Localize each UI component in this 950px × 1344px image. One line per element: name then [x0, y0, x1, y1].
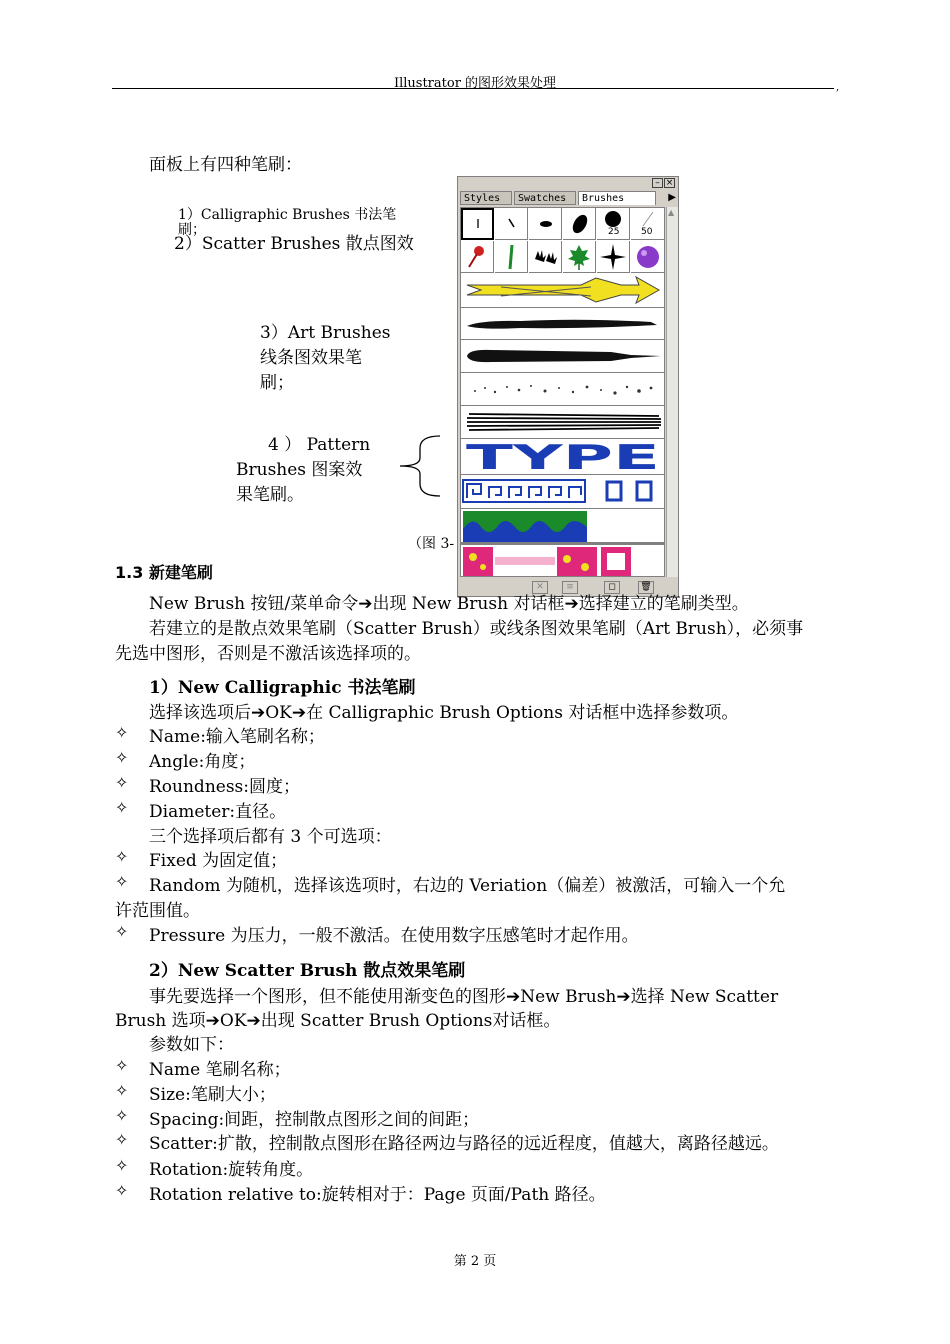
trash-icon[interactable]: 🗑 [638, 581, 654, 594]
scroll-up-icon[interactable]: ▲ [668, 208, 675, 217]
brush-list [460, 207, 665, 577]
bullet-icon: ✧ [115, 798, 129, 817]
heading-calligraphic: 1）New Calligraphic 书法笔刷 [149, 678, 416, 698]
tab-swatches[interactable]: Swatches [514, 191, 576, 205]
art-brush-multiline[interactable] [461, 406, 665, 439]
bullet-pressure: Pressure 为压力，一般不激活。在使用数字压感笔时才起作用。 [149, 926, 639, 946]
bullet-spacing: Spacing:间距，控制散点图形之间的间距； [149, 1110, 480, 1130]
bullet-fixed: Fixed 为固定值； [149, 851, 288, 871]
paragraph-options: 三个选择项后都有 3 个可选项： [149, 827, 392, 847]
header-mark: , [836, 82, 840, 93]
bullet-icon: ✧ [115, 1181, 129, 1200]
bullet-random: Random 为随机，选择该选项时，右边的 Veriation（偏差）被激活，可输入一个允 [149, 876, 786, 896]
brush-options-icon[interactable]: ≡ [562, 581, 578, 594]
bullet-roundness: Roundness:圆度； [149, 777, 300, 797]
art-brush-tapered[interactable] [461, 340, 665, 373]
art-brush-charcoal[interactable] [461, 308, 665, 340]
paragraph-new-brush: New Brush 按钮/菜单命令➔出现 New Brush 对话框➔选择建立的笔刷类型。 [149, 594, 749, 614]
figure-caption: （图 3- [408, 536, 455, 552]
brush-cell[interactable] [529, 241, 562, 273]
paragraph-scatter-art-cont: 先选中图形，否则是不激活该选择项的。 [115, 644, 421, 664]
label-scatter: 2）Scatter Brushes 散点图效 [174, 234, 414, 254]
bullet-name: Name:输入笔刷名称； [149, 727, 325, 747]
remove-stroke-icon[interactable]: ✕ [532, 581, 548, 594]
bullet-icon: ✧ [115, 1156, 129, 1175]
label-pattern-3: 果笔刷。 [236, 485, 304, 505]
paragraph-scatter-cont: Brush 选项➔OK➔出现 Scatter Brush Options对话框。 [115, 1011, 561, 1031]
brush-cell[interactable] [495, 208, 528, 240]
tab-styles[interactable]: Styles [460, 191, 512, 205]
bullet-diameter: Diameter:直径。 [149, 802, 287, 822]
paragraph-calligraphic: 选择该选项后➔OK➔在 Calligraphic Brush Options 对话框中选择参数项。 [149, 703, 739, 723]
label-pattern-1: 4 ） Pattern [268, 435, 371, 455]
bullet-icon: ✧ [115, 773, 129, 792]
art-brush-arrow[interactable] [461, 274, 665, 308]
bullet-icon: ✧ [115, 723, 129, 742]
brushes-panel [457, 176, 679, 597]
type-art-text: TYPE [466, 439, 660, 474]
art-brush-splatter[interactable] [461, 373, 665, 406]
section-number: 1.3 [115, 563, 144, 582]
panel-menu-icon[interactable]: ▶ [668, 192, 676, 203]
label-art-2: 线条图效果笔 [260, 348, 362, 368]
heading-scatter: 2）New Scatter Brush 散点效果笔刷 [149, 961, 466, 981]
bullet-icon: ✧ [115, 872, 129, 891]
paragraph-scatter: 事先要选择一个图形，但不能使用渐变色的图形➔New Brush➔选择 New Scatter [149, 987, 779, 1007]
running-header: Illustrator 的图形效果处理 [393, 76, 557, 91]
brush-cell[interactable] [461, 208, 494, 240]
size-label: 50 [641, 227, 653, 237]
bullet-scatter: Scatter:扩散，控制散点图形在路径两边与路径的远近程度，值越大，离路径越远。 [149, 1134, 779, 1154]
label-calligraphic-tail: 刷； [178, 222, 206, 238]
section-heading [115, 560, 213, 583]
bullet-icon: ✧ [115, 922, 129, 941]
bullet-rotation: Rotation:旋转角度。 [149, 1160, 314, 1180]
brush-cell[interactable] [529, 208, 562, 240]
calligraphic-brush-row [461, 208, 665, 274]
section-title: 新建笔刷 [148, 563, 213, 582]
brush-cell[interactable] [495, 241, 528, 273]
label-calligraphic: 1）Calligraphic Brushes 书法笔 [178, 207, 397, 223]
bullet-icon: ✧ [115, 1106, 129, 1125]
panel-tabs [458, 191, 678, 206]
size-label: 25 [608, 227, 620, 237]
brush-cell[interactable] [461, 241, 494, 273]
bullet-rotation-relative: Rotation relative to:旋转相对于：Page 页面/Path 路径。 [149, 1185, 606, 1205]
brush-cell[interactable] [597, 241, 630, 273]
close-icon[interactable]: × [665, 178, 674, 188]
bullet-icon: ✧ [115, 1081, 129, 1100]
header-rule [112, 88, 834, 89]
bullet-size: Size:笔刷大小； [149, 1085, 276, 1105]
bullet-angle: Angle:角度； [149, 752, 256, 772]
minimize-icon[interactable]: – [652, 178, 663, 188]
brush-cell[interactable] [631, 208, 664, 240]
bullet-random-cont: 许范围值。 [115, 901, 200, 921]
pattern-brush-wave[interactable] [461, 509, 665, 545]
page-footer: 第 2 页 [453, 1254, 497, 1269]
brush-cell[interactable] [631, 241, 664, 273]
intro-text: 面板上有四种笔刷： [149, 155, 302, 175]
pattern-brush-floral[interactable] [461, 545, 665, 577]
bullet-icon: ✧ [115, 1056, 129, 1075]
tab-brushes[interactable]: Brushes [578, 191, 656, 205]
brush-cell[interactable] [563, 241, 596, 273]
pattern-brush-greek-key[interactable] [461, 475, 665, 509]
brace-icon [396, 434, 442, 498]
bullet-icon: ✧ [115, 1130, 129, 1149]
art-brush-type[interactable] [461, 439, 665, 475]
paragraph-scatter-art: 若建立的是散点效果笔刷（Scatter Brush）或线条图效果笔刷（Art Brush），必须事 [149, 619, 804, 639]
label-art-1: 3）Art Brushes [260, 323, 391, 343]
brush-cell[interactable] [563, 208, 596, 240]
paragraph-params: 参数如下： [149, 1035, 234, 1055]
brush-cell[interactable] [597, 208, 630, 240]
bullet-scatter-name: Name 笔刷名称； [149, 1060, 291, 1080]
label-pattern-2: Brushes 图案效 [236, 460, 363, 480]
panel-scrollbar[interactable] [666, 207, 678, 577]
new-brush-icon[interactable]: ◻ [604, 581, 620, 594]
bullet-icon: ✧ [115, 847, 129, 866]
label-art-3: 刷； [260, 373, 294, 393]
panel-titlebar [458, 177, 678, 190]
bullet-icon: ✧ [115, 748, 129, 767]
